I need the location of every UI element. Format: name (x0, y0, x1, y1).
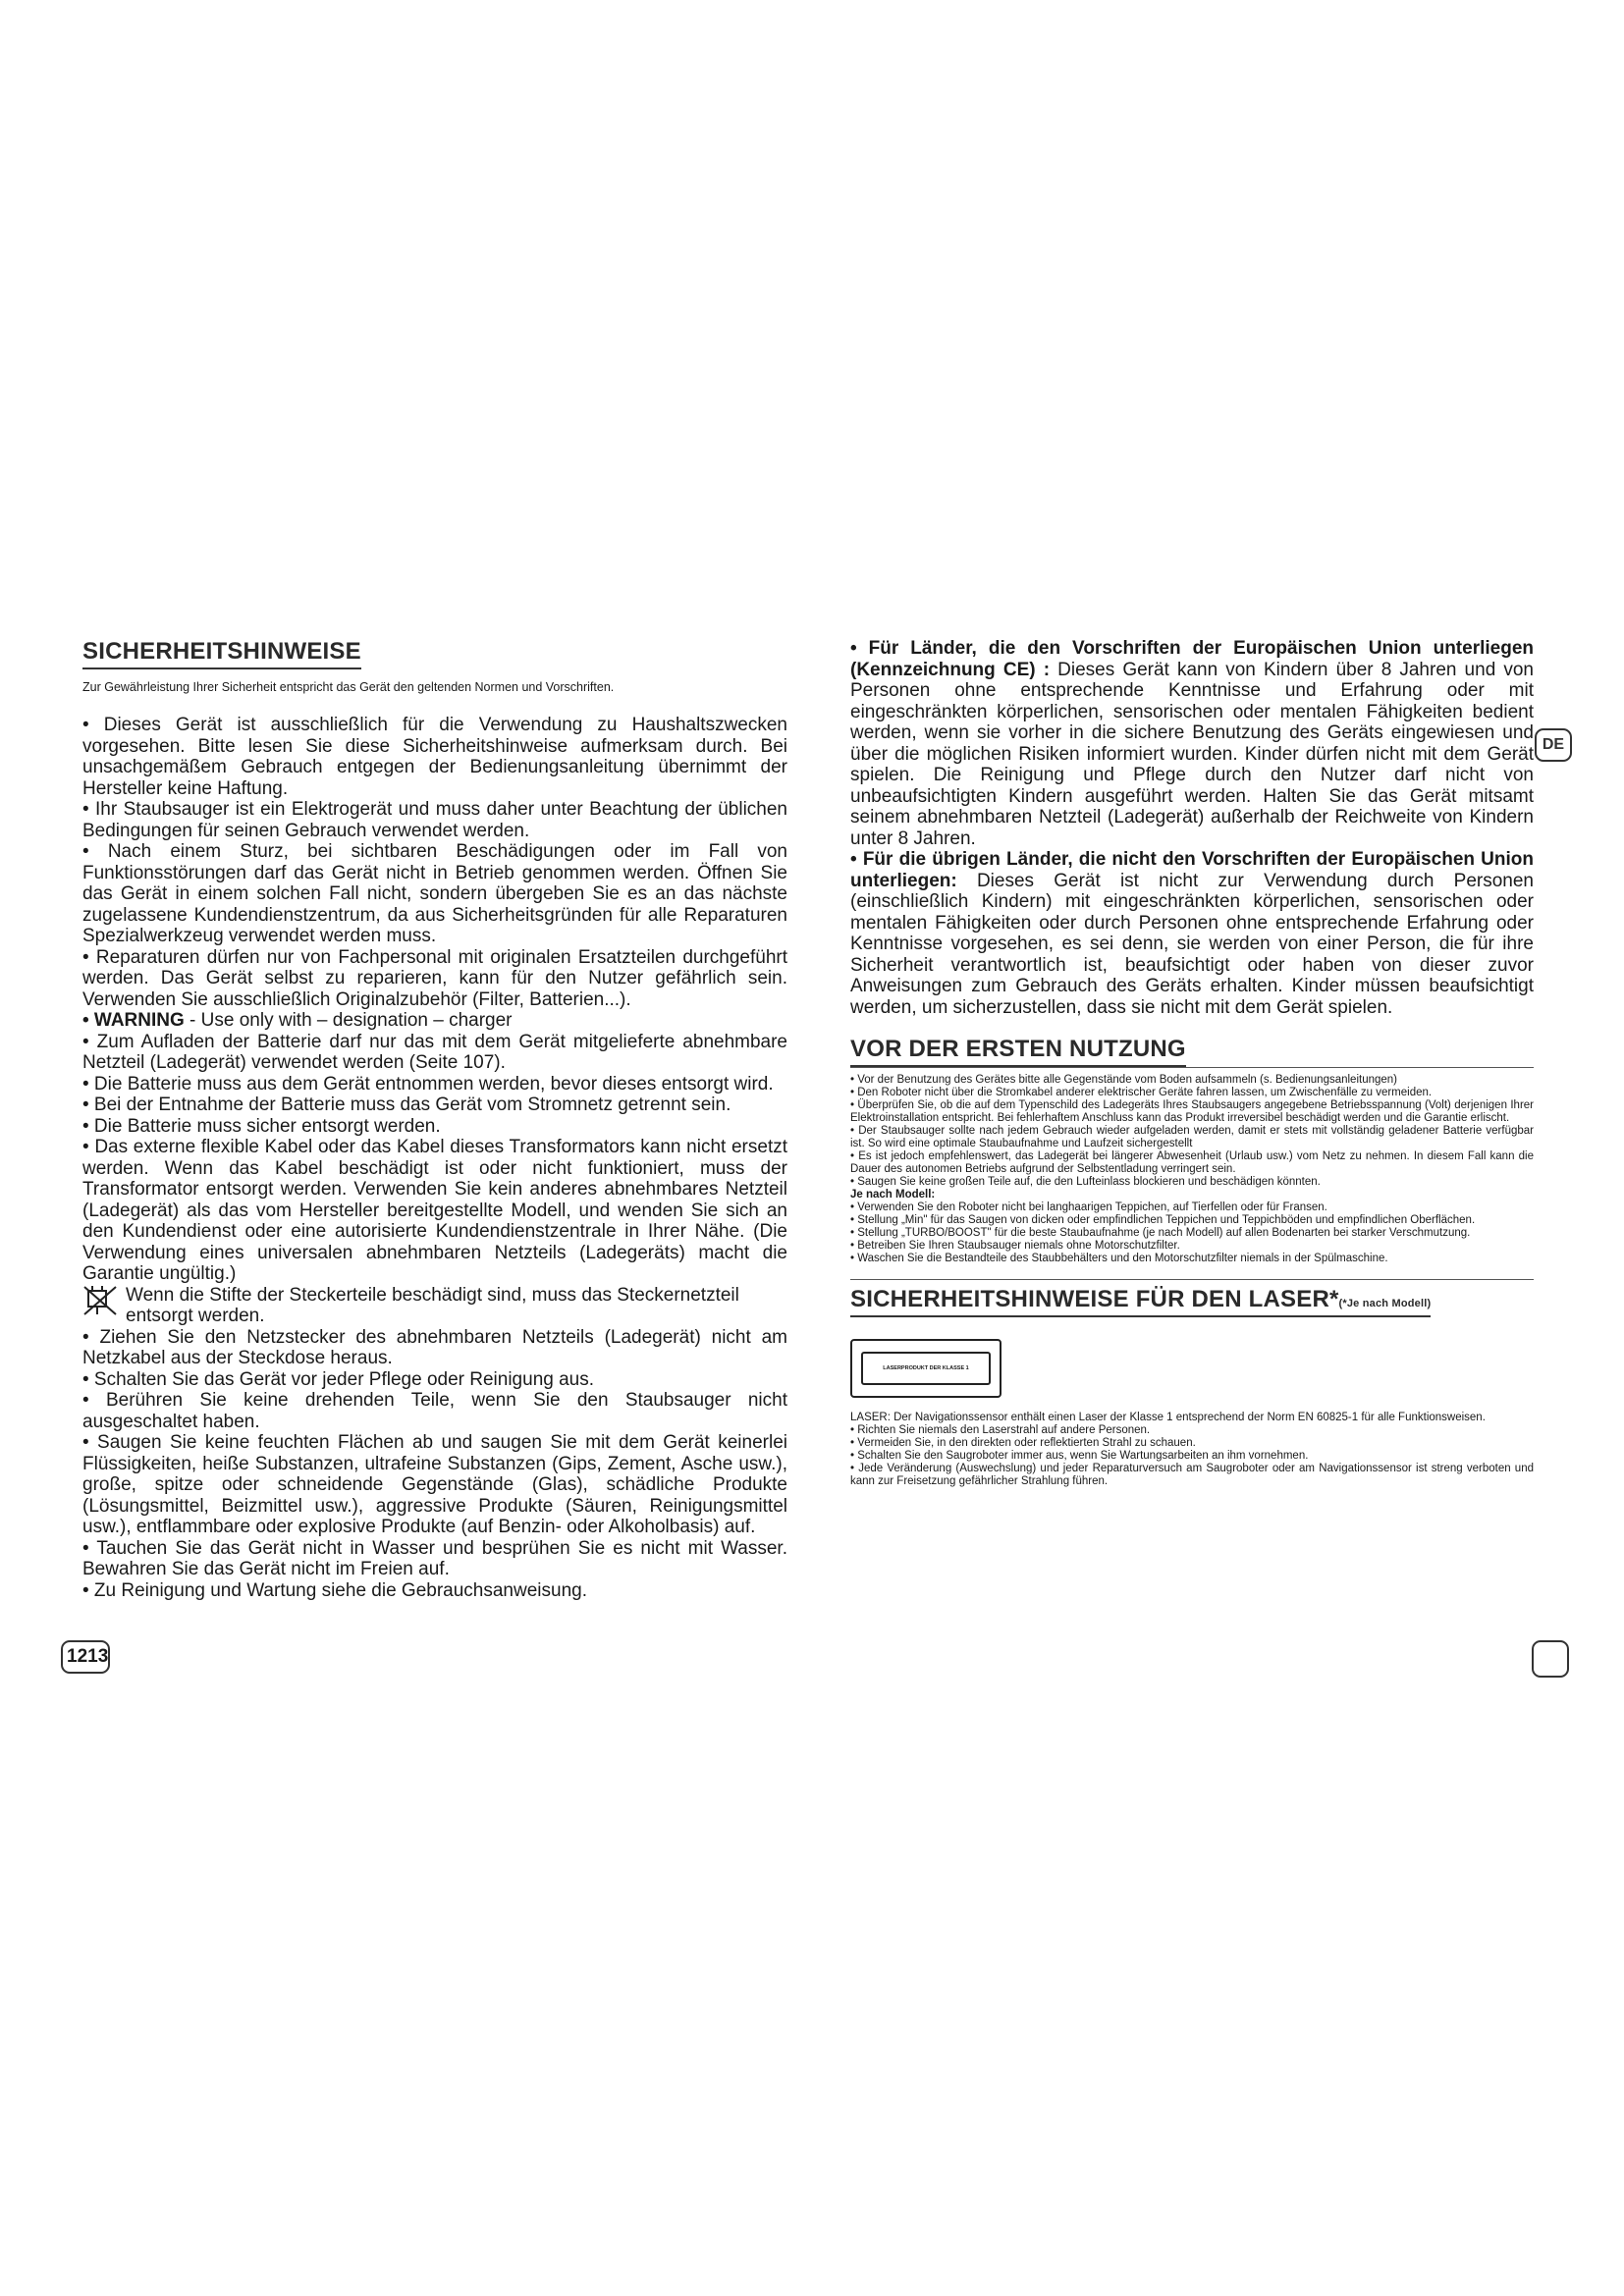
list-item: • Überprüfen Sie, ob die auf dem Typenschild des Ladegeräts Ihres Staubsaugers angegebene Betriebsspannung (Volt) derjenigen Ihrer Elektroinstallation entspricht. Bei fehlerhaftem Anschluss kann das Produkt irreversibel beschädigt werden und die Garantie erlischt. (850, 1099, 1534, 1124)
safety-paragraph: • Zu Reinigung und Wartung siehe die Gebrauchsanweisung. (82, 1579, 587, 1601)
list-item: • Der Staubsauger sollte nach jedem Gebrauch wieder aufgeladen werden, damit er stets mit vollständig geladener Batterie verfügbar ist. So wird eine optimale Staubaufnahme und Laufzeit sichergestellt (850, 1125, 1534, 1149)
right-column (850, 638, 1534, 1488)
list-item: • Schalten Sie den Saugroboter immer aus, wenn Sie Wartungsarbeiten an ihm vornehmen. (850, 1450, 1309, 1462)
plug-warning (82, 1285, 787, 1327)
safety-list (82, 715, 787, 1601)
safety-intro: Zur Gewährleistung Ihrer Sicherheit entspricht das Gerät den geltenden Normen und Vorschriften. (82, 680, 615, 694)
first-use-list (850, 1074, 1534, 1265)
safety-paragraph: • Das externe flexible Kabel oder das Kabel dieses Transformators kann nicht ersetzt werden. Wenn das Kabel beschädigt ist oder nicht funktioniert, muss der Transformator entsorgt werden. Verwenden Sie kein anderes abnehmbares Netzteil (Ladegerät) als das vom Hersteller bereitgestellte Modell, und wenden Sie sich an den Kundendienst oder eine autorisierte Kundendienstzentrale in Ihrer Nähe. (Die Verwendung eines universalen abnehmbaren Netzteils (Ladegeräts) macht die Garantie ungültig.) (82, 1137, 787, 1285)
noneu-text: Dieses Gerät ist nicht zur Verwendung durch Personen (einschließlich Kindern) mit eingeschränkten körperlichen, sensorischen oder mentalen Fähigkeiten oder durch Personen ohne entsprechende Erfahrung oder Kenntnisse vorgesehen, es sei denn, sie werden von einer Person, die für ihre Sicherheit verantwortlich ist, beaufsichtigt oder haben von dieser zuvor Anweisungen zum Gebrauch des Geräts erhalten. Kinder müssen beaufsichtigt werden, um sicherzustellen, dass sie nicht mit dem Gerät spielen. (850, 870, 1534, 1018)
left-column (82, 638, 787, 1601)
divider (850, 1279, 1534, 1280)
laser-title-text: SICHERHEITSHINWEISE FÜR DEN LASER* (850, 1286, 1339, 1312)
eu-paragraph (850, 638, 1534, 849)
list-item: • Vermeiden Sie, in den direkten oder reflektierten Strahl zu schauen. (850, 1437, 1196, 1449)
section-title-first-use: VOR DER ERSTEN NUTZUNG (850, 1036, 1186, 1067)
safety-paragraph: • Die Batterie muss sicher entsorgt werden. (82, 1115, 441, 1137)
laser-list (850, 1412, 1534, 1488)
section-title-safety: SICHERHEITSHINWEISE (82, 638, 361, 669)
list-item: • Stellung „Min" für das Saugen von dicken oder empfindlichen Teppichen und Teppichböden und empfindlichen Oberflächen. (850, 1214, 1476, 1226)
list-item: • Es ist jedoch empfehlenswert, das Ladegerät bei längerer Abwesenheit (Urlaub usw.) vom Netz zu nehmen. In diesem Fall kann die Dauer des autonomen Betriebs aufgrund der Selbstentladung verringert sein. (850, 1150, 1534, 1175)
list-item: LASER: Der Navigationssensor enthält einen Laser der Klasse 1 entsprechend der Norm EN 60825-1 für alle Funktionsweisen. (850, 1412, 1486, 1423)
list-item: • Stellung „TURBO/BOOST" für die beste Staubaufnahme (je nach Modell) auf allen Bodenarten bei starker Verschmutzung. (850, 1227, 1471, 1239)
laser-title-suffix: (*Je nach Modell) (1338, 1298, 1432, 1309)
safety-paragraph: • Dieses Gerät ist ausschließlich für die Verwendung zu Haushaltszwecken vorgesehen. Bitte lesen Sie diese Sicherheitshinweise aufmerksam durch. Bei unsachgemäßem Gebrauch entgegen der Bedienungsanleitung übernimmt der Hersteller keine Haftung. (82, 715, 787, 799)
noneu-paragraph (850, 849, 1534, 1018)
list-item: • Jede Veränderung (Auswechslung) und jeder Reparaturversuch am Saugroboter oder am Navigationssensor ist streng verboten und kann zur Freisetzung gefährlicher Strahlung führen. (850, 1463, 1534, 1487)
eu-heading-end: ) : (1029, 659, 1051, 680)
safety-paragraph: • Saugen Sie keine feuchten Flächen ab und saugen Sie mit dem Gerät keinerlei Flüssigkeiten, heiße Substanzen, ultrafeine Substanzen (Gips, Zement, Asche usw.), große, spitze oder schneidende Gegenstände (Glas), schädliche Produkte (Lösungsmittel, Beizmittel usw.), aggressive Produkte (Säuren, Reinigungsmittel usw.), entflammbare oder explosive Produkte (auf Benzin- oder Alkoholbasis) auf. (82, 1432, 787, 1538)
page-number-box-right (1532, 1640, 1569, 1678)
list-item: • Verwenden Sie den Roboter nicht bei langhaarigen Teppichen, auf Tierfellen oder für Fransen. (850, 1201, 1327, 1213)
list-item: • Betreiben Sie Ihren Staubsauger niemals ohne Motorschutzfilter. (850, 1240, 1180, 1252)
safety-paragraph: • Die Batterie muss aus dem Gerät entnommen werden, bevor dieses entsorgt wird. (82, 1073, 774, 1095)
safety-paragraph: • Reparaturen dürfen nur von Fachpersonal mit originalen Ersatzteilen durchgeführt werden. Das Gerät selbst zu reparieren, kann für den Nutzer gefährlich sein. Verwenden Sie ausschließlich Originalzubehör (Filter, Batterien...). (82, 946, 787, 1010)
safety-paragraph: • Ziehen Sie den Netzstecker des abnehmbaren Netzteils (Ladegerät) nicht am Netzkabel aus der Steckdose heraus. (82, 1326, 787, 1369)
eu-heading: • Für Länder, die den Vorschriften der Europäischen Union unterliegen (Kennzeichnung (850, 638, 1534, 680)
page-number: 1213 (61, 1640, 110, 1674)
warning-text: - Use only with – designation – charger (184, 1010, 513, 1032)
list-item: • Vor der Benutzung des Gerätes bitte alle Gegenstände vom Boden aufsammeln (s. Bedienungsanleitungen) (850, 1074, 1398, 1086)
laser-section (850, 1279, 1534, 1488)
language-tab: DE (1535, 728, 1572, 762)
safety-paragraph: • Ihr Staubsauger ist ein Elektrogerät und muss daher unter Beachtung der üblichen Bedingungen für seinen Gebrauch verwendet werden. (82, 799, 787, 841)
laser-class-label (850, 1339, 1001, 1398)
safety-paragraph: • Bei der Entnahme der Batterie muss das Gerät vom Stromnetz getrennt sein. (82, 1095, 731, 1116)
laser-class-label-text: LASERPRODUKT DER KLASSE 1 (861, 1352, 991, 1385)
noneu-heading: • Für die übrigen Länder, die nicht den Vorschriften der Europäischen Union unterliegen: (850, 849, 1534, 891)
plug-warning-text: Wenn die Stifte der Steckerteile beschädigt sind, muss das Steckernetzteil entsorgt werden. (126, 1284, 739, 1327)
list-item: • Waschen Sie die Bestandteile des Staubbehälters und den Motorschutzfilter niemals in der Spülmaschine. (850, 1253, 1388, 1264)
warning-label: • WARNING (82, 1010, 185, 1032)
safety-paragraph: • Zum Aufladen der Batterie darf nur das mit dem Gerät mitgelieferte abnehmbare Netzteil (Ladegerät) verwendet werden (Seite 107). (82, 1031, 787, 1074)
safety-paragraph: • Nach einem Sturz, bei sichtbaren Beschädigungen oder im Fall von Funktionsstörungen darf das Gerät nicht in Betrieb genommen werden. Öffnen Sie das Gerät in einem solchen Fall nicht, sondern übergeben Sie es an das nächste zugelassene Kundendienstzentrum, da aus Sicherheitsgründen für alle Reparaturen Spezialwerkzeug verwendet werden muss. (82, 841, 787, 947)
safety-paragraph: • Schalten Sie das Gerät vor jeder Pflege oder Reinigung aus. (82, 1368, 595, 1390)
children-notice (850, 638, 1534, 1018)
ce-mark: CE (1002, 659, 1030, 680)
safety-paragraph: • Berühren Sie keine drehenden Teile, wenn Sie den Staubsauger nicht ausgeschaltet haben. (82, 1390, 787, 1432)
warning-line (82, 1010, 787, 1032)
list-item: • Saugen Sie keine großen Teile auf, die den Lufteinlass blockieren und beschädigen könnten. (850, 1176, 1321, 1188)
divider (850, 1067, 1534, 1068)
safety-paragraph: • Tauchen Sie das Gerät nicht in Wasser und besprühen Sie es nicht mit Wasser. Bewahren Sie das Gerät nicht im Freien auf. (82, 1537, 787, 1580)
model-label: Je nach Modell: (850, 1189, 936, 1201)
list-item: • Richten Sie niemals den Laserstrahl auf andere Personen. (850, 1424, 1151, 1436)
list-item: • Den Roboter nicht über die Stromkabel anderer elektrischer Geräte fahren lassen, um Zwischenfälle zu vermeiden. (850, 1087, 1433, 1098)
crossed-plug-icon (82, 1285, 120, 1316)
eu-text: Dieses Gerät kann von Kindern über 8 Jahren und von Personen ohne entsprechende Kenntnisse und Erfahrung oder mit eingeschränkten körperlichen, sensorischen oder mentalen Fähigkeiten bedient werden, wenn sie vorher in die sichere Benutzung des Geräts eingewiesen und über die möglichen Risiken informiert wurden. Kinder dürfen nicht mit dem Gerät spielen. Die Reinigung und Pflege durch den Nutzer darf nicht von unbeaufsichtigten Kindern ausgeführt werden. Halten Sie das Gerät mitsamt seinem abnehmbaren Netzteil (Ladegerät) außerhalb der Reichweite von Kindern unter 8 Jahren. (850, 659, 1534, 849)
section-title-laser (850, 1286, 1431, 1317)
first-use-section (850, 1036, 1534, 1265)
